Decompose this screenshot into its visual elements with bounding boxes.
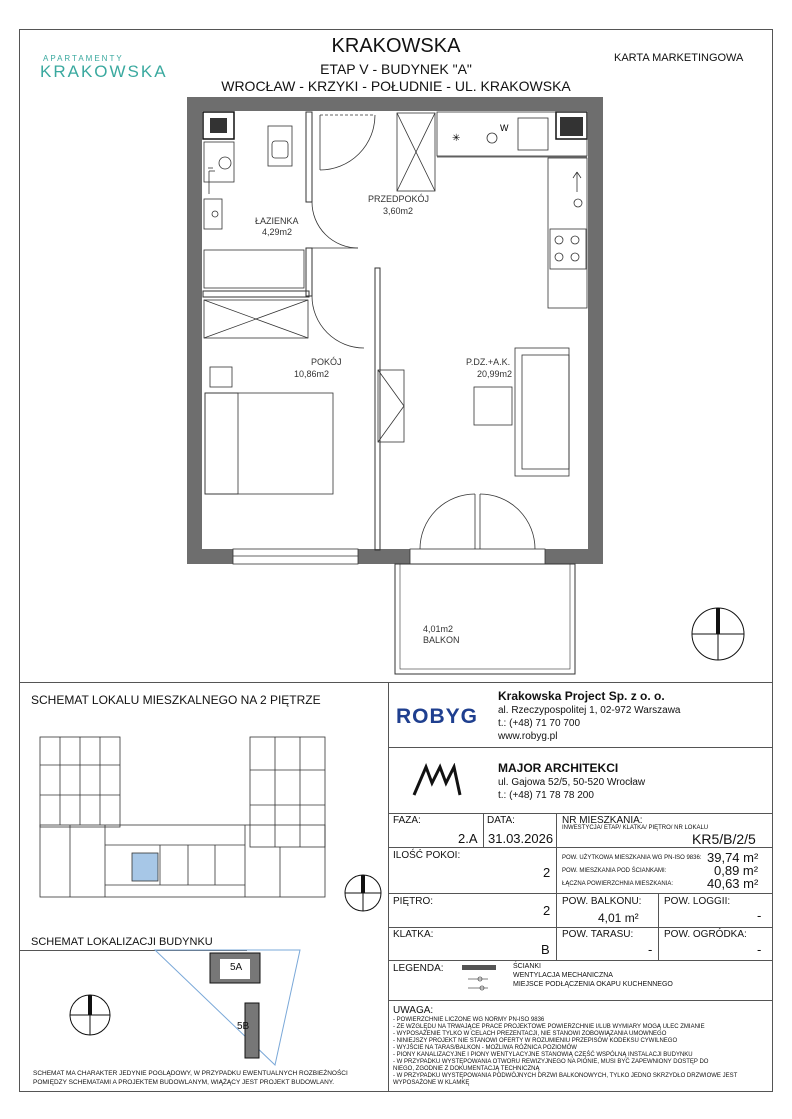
garden-label: POW. OGRÓDKA: — [664, 929, 747, 940]
legend-label: LEGENDA: — [393, 963, 444, 974]
balcony-area-label: POW. BALKONU: — [562, 896, 642, 907]
terrace-label: POW. TARASU: — [562, 929, 634, 940]
room-living-area: 20,99m2 — [477, 369, 513, 379]
area-under-walls-label: POW. MIESZKANIA POD ŚCIANKAMI: — [562, 868, 667, 874]
staircase-label: KLATKA: — [393, 929, 434, 940]
room-bedroom-name: POKÓJ — [311, 357, 342, 367]
schema-building-diagram — [60, 945, 320, 1075]
note-8: NIEGO, ZGODNIE Z DOKUMENTACJĄ TECHNICZNĄ — [393, 1066, 540, 1072]
disclaimer-line-2: POMIĘDZY SCHEMATAMI A PROJEKTEM BUDOWLANYM, WIĄŻĄCY JEST PROJEKT BUDOWLANY. — [33, 1079, 335, 1086]
faza-value: 2.A — [458, 831, 478, 846]
room-bedroom-area: 10,86m2 — [294, 369, 330, 379]
staircase-value: B — [541, 942, 550, 957]
floor-value: 2 — [543, 903, 551, 918]
faza-label: FAZA: — [393, 815, 421, 826]
note-1: - POWIERZCHNIE LICZONE WG NORMY PN-ISO 9836 — [393, 1017, 545, 1023]
schema-building-title: SCHEMAT LOKALIZACJI BUDYNKU — [31, 936, 213, 948]
architect-name: MAJOR ARCHITEKCI — [498, 761, 619, 775]
schema-floor-title: SCHEMAT LOKALU MIESZKALNEGO NA 2 PIĘTRZE — [31, 693, 321, 707]
svg-text:✳: ✳ — [452, 133, 461, 144]
note-2: - ZE WZGLĘDU NA TRWAJĄCE PRACE PROJEKTOWE POWIERZCHNIE I/LUB WYMIARY MOGĄ ULEC ZMIANIE — [393, 1024, 705, 1030]
balcony-name: BALKON — [423, 635, 460, 645]
notes-label: UWAGA: — [393, 1005, 434, 1016]
legend-item-walls: ŚCIANKI — [513, 963, 542, 970]
sink-w-label: W — [500, 123, 509, 133]
major-architekci-logo — [412, 763, 464, 797]
area-total-label: ŁĄCZNA POWIERZCHNIA MIESZKANIA: — [562, 881, 674, 887]
area-total-value: 40,63 m² — [707, 876, 759, 891]
room-hall-name: PRZEDPOKÓJ — [368, 194, 430, 204]
north-arrow-schema — [340, 870, 386, 916]
building-5b-label: 5B — [237, 1021, 250, 1032]
loggia-value: - — [757, 908, 762, 923]
schema-floor-diagram — [30, 735, 330, 905]
brand-small: APARTAMENTY — [43, 54, 124, 63]
room-living-name: P.DZ.+A.K. — [466, 357, 511, 367]
data-label: DATA: — [487, 815, 515, 826]
note-5: - WYJŚCIE NA TARAS/BALKON - MOŻLIWA RÓŻNICA POZIOMÓW — [393, 1045, 577, 1051]
nr-sublabel: INWESTYCJA/ ETAP/ KLATKA/ PIĘTRO/ NR LOKALU — [562, 825, 709, 831]
note-3: - WYPOSAŻENIE TYLKO W CELACH PREZENTACJI, NIE STANOWI ZOBOWIĄZANIA UMOWNEGO — [393, 1031, 667, 1037]
architect-phone: t.: (+48) 71 78 78 200 — [498, 790, 594, 801]
page-title: KRAKOWSKA — [331, 35, 461, 57]
nr-value: KR5/B/2/5 — [692, 831, 756, 847]
room-bathroom-area: 4,29m2 — [262, 227, 293, 237]
area-usable-label: POW. UŻYTKOWA MIESZKANIA WG PN-ISO 9836: — [562, 855, 702, 861]
note-4: - NINIEJSZY PROJEKT NIE STANOWI OFERTY W ROZUMIENIU PRZEPISÓW KODEKSU CYWILNEGO — [393, 1038, 678, 1044]
note-6: - PIONY KANALIZACYJNE I PIONY WENTYLACYJNE STANOWIĄ CZĘŚĆ WSPÓLNĄ INSTALACJI BUDYNKU — [393, 1052, 693, 1058]
note-10: WYPOSAŻONE W KLAMKĘ — [393, 1080, 470, 1086]
balcony-area-value: 4,01 m² — [598, 911, 639, 925]
developer-address: al. Rzeczypospolitej 1, 02-972 Warszawa — [498, 705, 681, 716]
area-usable-value: 39,74 m² — [707, 850, 759, 865]
floor-label: PIĘTRO: — [393, 896, 434, 907]
balcony-area: 4,01m2 — [423, 624, 454, 634]
data-value: 31.03.2026 — [488, 831, 554, 846]
room-hall-area: 3,60m2 — [383, 206, 414, 216]
legend-item-ventilation: WENTYLACJA MECHANICZNA — [513, 972, 613, 979]
garden-value: - — [757, 942, 762, 957]
rooms-label: ILOŚĆ POKOI: — [393, 850, 461, 861]
disclaimer-line-1: SCHEMAT MA CHARAKTER JEDYNIE POGLĄDOWY, W PRZYPADKU EWENTUALNYCH ROZBIEŻNOŚCI — [33, 1070, 348, 1077]
note-7: - W PRZYPADKU WYSTĘPOWANIA OTWORU REWIZYJNEGO NA PIONIE, MUSI BYĆ ZAPEWNIONY DOSTĘP DO — [393, 1059, 709, 1065]
nr-label: NR MIESZKANIA: — [562, 815, 643, 826]
developer-website[interactable]: www.robyg.pl — [498, 731, 558, 742]
architect-address: ul. Gajowa 52/5, 50-520 Wrocław — [498, 777, 646, 788]
area-under-walls-value: 0,89 m² — [714, 863, 759, 878]
card-type: KARTA MARKETINGOWA — [614, 52, 744, 64]
building-5a-label: 5A — [230, 962, 243, 973]
rooms-value: 2 — [543, 865, 551, 880]
note-9: - W PRZYPADKU WYSTĘPOWANIA PODWÓJNYCH DRZWI BALKONOWYCH, TYLKO JEDNO SKRZYDŁO DRZWIOWE JEST — [393, 1073, 738, 1079]
legend-symbols — [460, 963, 500, 993]
page-subtitle-location: WROCŁAW - KRZYKI - POŁUDNIE - UL. KRAKOWSKA — [221, 78, 571, 94]
developer-phone: t.: (+48) 71 70 700 — [498, 718, 581, 729]
loggia-label: POW. LOGGII: — [664, 896, 731, 907]
brand-logo: KRAKOWSKA — [40, 62, 168, 81]
developer-name: Krakowska Project Sp. z o. o. — [498, 689, 665, 703]
legend-item-hood: MIEJSCE PODŁĄCZENIA OKAPU KUCHENNEGO — [513, 981, 673, 988]
terrace-value: - — [648, 942, 653, 957]
robyg-logo: ROBYG — [396, 705, 479, 728]
page-subtitle-stage: ETAP V - BUDYNEK "A" — [320, 61, 472, 77]
room-bathroom-name: ŁAZIENKA — [255, 216, 299, 226]
